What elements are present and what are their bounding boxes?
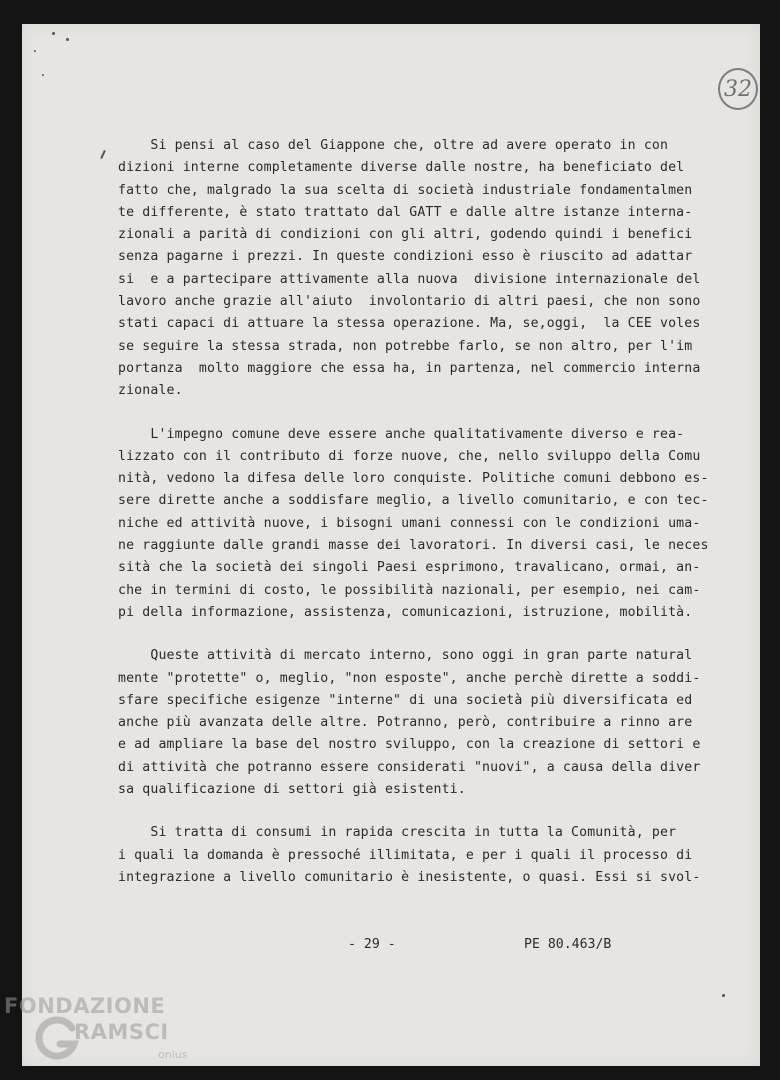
paragraph-4 bbox=[118, 822, 701, 889]
text-line: Queste attività di mercato interno, sono oggi in gran parte natural bbox=[118, 648, 693, 664]
text-line: i quali la domanda è pressoché illimitata, e per i quali il processo di bbox=[118, 847, 693, 863]
text-line: zionali a parità di condizioni con gli altri, godendo quindi i benefici bbox=[118, 227, 693, 243]
text-line: di attività che potranno essere considerati "nuovi", a causa della diver bbox=[118, 759, 701, 775]
text-line: Si tratta di consumi in rapida crescita in tutta la Comunità, per bbox=[118, 825, 677, 841]
text-line: fatto che, malgrado la sua scelta di società industriale fondamentalmen bbox=[118, 182, 693, 198]
body-text bbox=[118, 135, 709, 910]
text-line: lavoro anche grazie all'aiuto involontario di altri paesi, che non sono bbox=[118, 294, 701, 310]
text-line: sa qualificazione di settori già esistenti. bbox=[118, 782, 466, 798]
speck-mark bbox=[52, 32, 55, 35]
footer-document-reference: PE 80.463/B bbox=[524, 937, 612, 952]
watermark-line1: FONDAZIONE bbox=[4, 994, 166, 1018]
text-line: Si pensi al caso del Giappone che, oltre ad avere operato in con bbox=[118, 138, 669, 153]
paragraph-3 bbox=[118, 645, 701, 801]
text-line: portanza molto maggiore che essa ha, in partenza, nel commercio interna bbox=[118, 360, 701, 376]
speck-mark bbox=[34, 50, 36, 52]
text-line: anche più avanzata delle altre. Potranno, però, contribuire a rinno are bbox=[118, 715, 693, 731]
text-line: sere dirette anche a soddisfare meglio, a livello comunitario, e con tec- bbox=[118, 493, 709, 509]
text-line: e ad ampliare la base del nostro sviluppo, con la creazione di settori e bbox=[118, 737, 701, 753]
handwritten-page-number bbox=[718, 68, 758, 110]
text-line: dizioni interne completamente diverse dalle nostre, ha beneficiato del bbox=[118, 160, 685, 176]
text-line: sità che la società dei singoli Paesi esprimono, travalicano, ormai, an- bbox=[118, 560, 701, 576]
text-line: integrazione a livello comunitario è inesistente, o quasi. Essi si svol- bbox=[118, 869, 701, 885]
text-line: nità, vedono la difesa delle loro conquiste. Politiche comuni debbono es- bbox=[118, 471, 709, 487]
watermark-suffix: onlus bbox=[158, 1048, 188, 1061]
text-line: zionale. bbox=[118, 383, 183, 399]
text-line: si e a partecipare attivamente alla nuova divisione internazionale del bbox=[118, 271, 701, 287]
text-line: se seguire la stessa strada, non potrebbe farlo, se non altro, per l'im bbox=[118, 338, 693, 354]
text-line: lizzato con il contributo di forze nuove, che, nello sviluppo della Comu bbox=[118, 448, 701, 464]
text-line: mente "protette" o, meglio, "non esposte", anche perchè dirette a soddi- bbox=[118, 670, 701, 686]
text-line: pi della informazione, assistenza, comunicazioni, istruzione, mobilità. bbox=[118, 604, 693, 620]
pen-mark bbox=[100, 150, 106, 159]
text-line: sfare specifiche esigenze "interne" di una società più diversificata ed bbox=[118, 692, 693, 708]
text-line: senza pagarne i prezzi. In queste condizioni esso è riuscito ad adattar bbox=[118, 249, 693, 265]
paragraph-1 bbox=[118, 135, 701, 403]
archive-watermark bbox=[4, 992, 204, 1072]
watermark-line2: RAMSCI bbox=[74, 1020, 169, 1044]
text-line: ne raggiunte dalle grandi masse dei lavoratori. In diversi casi, le neces bbox=[118, 538, 709, 554]
stamp-number: 32 bbox=[724, 76, 752, 102]
text-line: niche ed attività nuove, i bisogni umani connessi con le condizioni uma- bbox=[118, 515, 701, 531]
text-line: che in termini di costo, le possibilità nazionali, per esempio, nei cam- bbox=[118, 582, 701, 598]
text-line: te differente, è stato trattato dal GATT e dalle altre istanze interna- bbox=[118, 204, 693, 220]
text-line: L'impegno comune deve essere anche qualitativamente diverso e rea- bbox=[118, 426, 685, 442]
paragraph-2 bbox=[118, 424, 709, 625]
text-line: stati capaci di attuare la stessa operazione. Ma, se,oggi, la CEE voles bbox=[118, 316, 701, 332]
speck-mark bbox=[722, 994, 725, 997]
speck-mark bbox=[42, 74, 44, 76]
speck-mark bbox=[66, 38, 69, 41]
footer-page-number: - 29 - bbox=[348, 937, 396, 952]
